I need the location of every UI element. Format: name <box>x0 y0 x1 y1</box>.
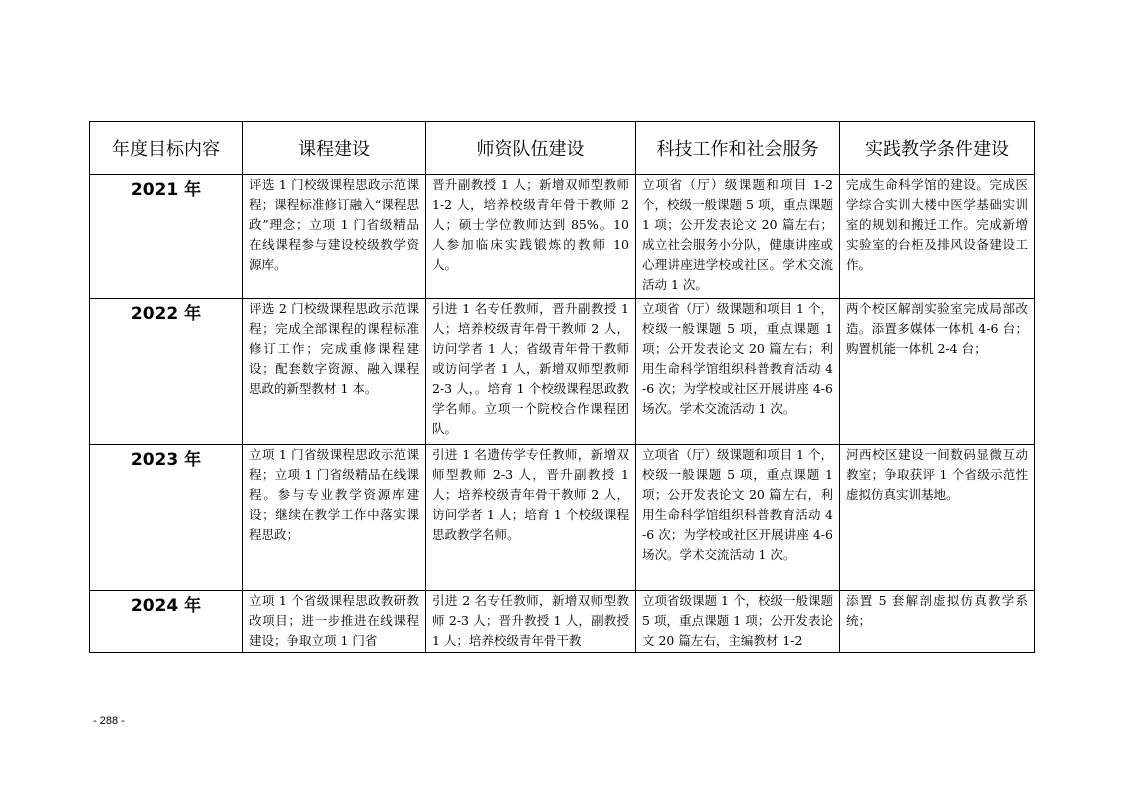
faculty-cell: 引进 2 名专任教师，新增双师型教师 2-3 人；晋升教授 1 人，副教授 1 人；培养校级青年骨干教 <box>426 591 636 653</box>
year-cell: 2021 年 <box>90 175 243 299</box>
practice-cell: 河西校区建设一间数码显微互动教室；争取获评 1 个省级示范性虚拟仿真实训基地。 <box>840 445 1035 591</box>
table-row <box>90 591 1035 653</box>
faculty-cell: 引进 1 名遗传学专任教师，新增双师型教师 2-3 人，晋升副教授 1 人；培养校级青年骨干教师 2 人，访问学者 1 人；培育 1 个校级课程思政教学名师。 <box>426 445 636 591</box>
research-cell: 立项省级课题 1 个，校级一般课题 5 项，重点课题 1 项；公开发表论文 20 篇左右，主编教材 1-2 <box>636 591 840 653</box>
faculty-cell: 晋升副教授 1 人；新增双师型教师 1-2 人，培养校级青年骨干教师 2 人；硕士学位教师达到 85%。10 人参加临床实践锻炼的教师 10 人。 <box>426 175 636 299</box>
annual-goals-table <box>89 121 1035 653</box>
year-cell: 2022 年 <box>90 299 243 445</box>
header-year-goal: 年度目标内容 <box>90 122 243 175</box>
course-cell: 立项 1 个省级课程思政教研教改项目；进一步推进在线课程建设；争取立项 1 门省 <box>243 591 426 653</box>
header-course-construction: 课程建设 <box>243 122 426 175</box>
course-cell: 立项 1 门省级课程思政示范课程；立项 1 门省级精品在线课程。参与专业教学资源库建设；继续在教学工作中落实课程思政； <box>243 445 426 591</box>
year-cell: 2023 年 <box>90 445 243 591</box>
table-row <box>90 299 1035 445</box>
research-cell: 立项省（厅）级课题和项目 1 个，校级一般课题 5 项，重点课题 1 项；公开发表论文 20 篇左右；利用生命科学馆组织科普教育活动 4-6 次；为学校或社区开展讲座 4-6 场次。学术交流活动 1 次。 <box>636 299 840 445</box>
practice-cell: 完成生命科学馆的建设。完成医学综合实训大楼中医学基础实训室的规划和搬迁工作。完成新增实验室的台柜及排风设备建设工作。 <box>840 175 1035 299</box>
practice-cell: 两个校区解剖实验室完成局部改造。添置多媒体一体机 4-6 台；购置机能一体机 2-4 台； <box>840 299 1035 445</box>
research-cell: 立项省（厅）级课题和项目 1 个，校级一般课题 5 项，重点课题 1 项；公开发表论文 20 篇左右，利用生命科学馆组织科普教育活动 4-6 次；为学校或社区开展讲座 4-6 场次。学术交流活动 1 次。 <box>636 445 840 591</box>
table-row <box>90 445 1035 591</box>
practice-cell: 添置 5 套解剖虚拟仿真教学系统； <box>840 591 1035 653</box>
year-cell: 2024 年 <box>90 591 243 653</box>
header-faculty-construction: 师资队伍建设 <box>426 122 636 175</box>
research-cell: 立项省（厅）级课题和项目 1-2 个，校级一般课题 5 项，重点课题 1 项；公开发表论文 20 篇左右；成立社会服务小分队，健康讲座或心理讲座进学校或社区。学术交流活动 1 次。 <box>636 175 840 299</box>
course-cell: 评选 1 门校级课程思政示范课程；课程标准修订融入“课程思政”理念；立项 1 门省级精品在线课程参与建设校级教学资源库。 <box>243 175 426 299</box>
table-header-row <box>90 122 1035 175</box>
faculty-cell: 引进 1 名专任教师，晋升副教授 1 人；培养校级青年骨干教师 2 人，访问学者 1 人；省级青年骨干教师或访问学者 1 人，新增双师型教师 2-3 人，。培育 1 个校级课程思政教学名师。立项一个院校合作课程团队。 <box>426 299 636 445</box>
table-row <box>90 175 1035 299</box>
header-research-service: 科技工作和社会服务 <box>636 122 840 175</box>
header-practice-conditions: 实践教学条件建设 <box>840 122 1035 175</box>
course-cell: 评选 2 门校级课程思政示范课程；完成全部课程的课程标准修订工作；完成重修课程建设；配套数字资源、融入课程思政的新型教材 1 本。 <box>243 299 426 445</box>
page-number: - 288 - <box>93 715 125 727</box>
